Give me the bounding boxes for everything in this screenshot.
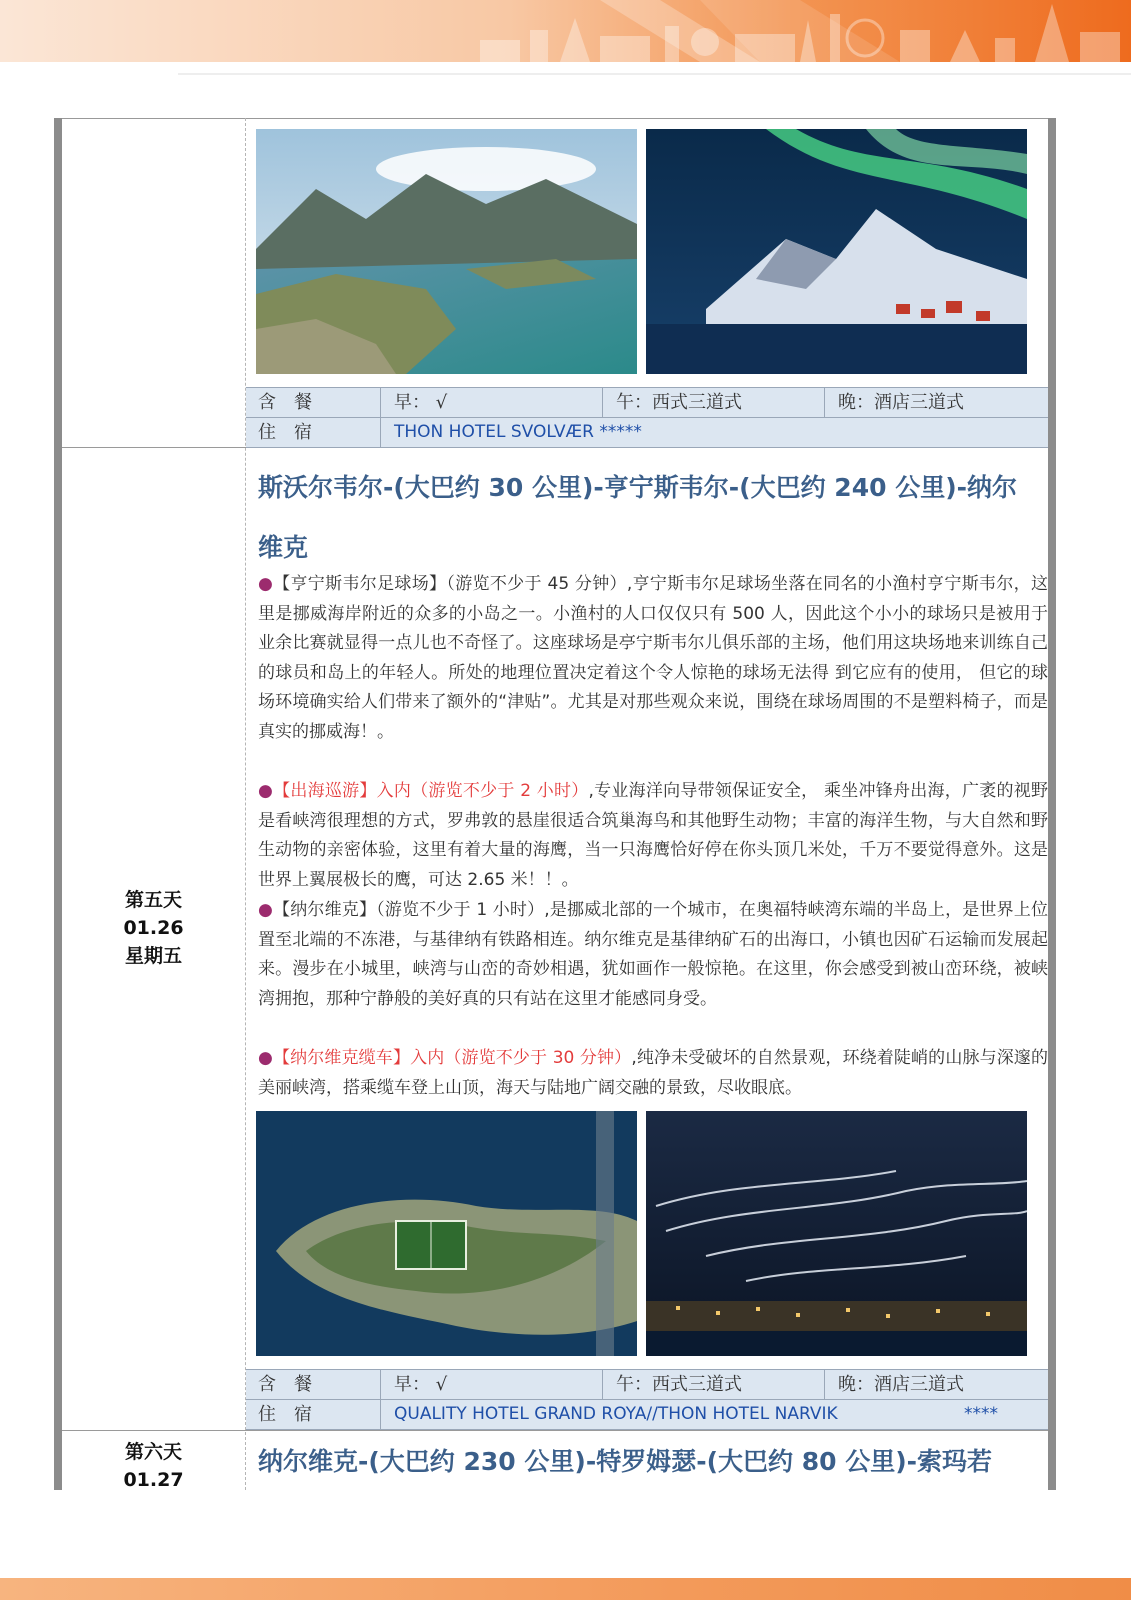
- cablecar-heading: 【纳尔维克缆车】入内（游览不少于 30 分钟）: [272, 1048, 632, 1068]
- lunch-value: 午：西式三道式: [616, 392, 742, 413]
- meal-info-block: [246, 1369, 1048, 1429]
- meal-row: [246, 387, 1048, 417]
- cruise-text: ,专业海洋向导带领保证安全， 乘坐冲锋舟出海，广袤的视野是看峡湾很理想的方式，罗弗敦的悬崖很适合筑巢海鸟和其他野生动物；丰富的海洋生物，与大自然和野生动物的亲密体验，这里有着大量的海鹰，当一只海鹰恰好停在你头顶几米处，千万不要觉得意外。这是世界上翼展极长的鹰，可达 2.65 米！！。: [258, 781, 1049, 890]
- stay-label: 住 宿: [258, 422, 312, 443]
- day5-date: 01.26: [123, 917, 184, 939]
- cablecar-text: ,纯净未受破坏的自然景观，环绕着陡峭的山脉与深邃的美丽峡湾，搭乘缆车登上山顶，海天与陆地广阔交融的景致，尽收眼底。: [258, 1048, 1049, 1098]
- day5-weekday: 星期五: [124, 945, 182, 967]
- day5-label: [62, 886, 245, 970]
- bullet-dot: ●: [258, 900, 274, 920]
- day5-paragraph-stadium: [258, 570, 1048, 747]
- day6-route-title: 纳尔维克-(大巴约 230 公里)-特罗姆瑟-(大巴约 80 公里)-索玛若: [258, 1447, 992, 1476]
- hotel-name: THON HOTEL SVOLVÆR *****: [394, 422, 642, 442]
- day5-day: 第五天: [124, 889, 182, 911]
- hotel-stars: ****: [964, 1404, 998, 1424]
- column-divider: [245, 118, 246, 1490]
- table-right-border: [1048, 118, 1056, 1490]
- hotel-row: [246, 417, 1048, 448]
- cell-separator: [824, 388, 825, 417]
- meal-row: [246, 1369, 1048, 1399]
- cell-separator: [602, 1370, 603, 1399]
- table-left-border: [54, 118, 62, 1490]
- dinner-value: 晚：酒店三道式: [838, 1374, 964, 1395]
- stadium-heading: 【亨宁斯韦尔足球场】（游览不少于 45 分钟）: [273, 574, 627, 594]
- bullet-dot: ●: [258, 1048, 273, 1068]
- meal-info-block: [246, 387, 1048, 447]
- breakfast-value: 早： √: [394, 392, 448, 413]
- day5-paragraph-cruise: [258, 777, 1048, 895]
- photo-narvik-night: [646, 1111, 1027, 1356]
- cell-separator: [602, 388, 603, 417]
- day5-paragraph-cablecar: [258, 1044, 1048, 1103]
- table-top-border: [54, 118, 1056, 119]
- narvik-text: ,是挪威北部的一个城市，在奥福特峡湾东端的半岛上，是世界上位置至北端的不冻港，与基律纳有铁路相连。纳尔维克是基律纳矿石的出海口，小镇也因矿石运输而发展起来。漫步在小城里，峡湾与山峦的奇妙相遇，犹如画作一般惊艳。在这里，你会感受到被山峦环绕，被峡湾拥抱，那种宁静般的美好真的只有站在这里才能感同身受。: [258, 900, 1049, 1009]
- meal-label: 含 餐: [258, 1374, 312, 1395]
- skyline-decoration: [0, 0, 1131, 62]
- day6-day: 第六天: [124, 1441, 182, 1463]
- footer-band: [0, 1578, 1131, 1600]
- breakfast-value: 早： √: [394, 1374, 448, 1395]
- cell-separator: [380, 1400, 381, 1429]
- hotel-row: [246, 1399, 1048, 1430]
- cell-separator: [380, 418, 381, 447]
- stadium-text: ,亨宁斯韦尔足球场坐落在同名的小渔村亨宁斯韦尔，这里是挪威海岸附近的众多的小岛之一。小渔村的人口仅仅只有 500 人，因此这个小小的球场只是被用于业余比赛就显得一点儿也不奇怪了。这座球场是亭宁斯韦尔儿俱乐部的主场，他们用这块场地来训练自己的球员和岛上的年轻人。所处的地理位置决定着这个令人惊艳的球场无法得 到它应有的使用， 但它的球场环境确实给人们带来了额外的“津贴”。尤其是对那些观众来说，围绕在球场周围的不是塑料椅子，而是真实的挪威海！。: [258, 574, 1048, 742]
- day5-route-title: 斯沃尔韦尔-(大巴约 30 公里)-亨宁斯韦尔-(大巴约 240 公里)-纳尔维克: [258, 473, 1017, 562]
- day5-paragraph-narvik: [258, 896, 1048, 1014]
- bullet-dot: ●: [258, 781, 274, 801]
- photo-lofoten-island: [256, 129, 637, 374]
- hotel-name: QUALITY HOTEL GRAND ROYA//THON HOTEL NARVIK: [394, 1404, 838, 1424]
- row-divider: [62, 1430, 1048, 1431]
- header-banner: [0, 0, 1131, 62]
- bullet-dot: ●: [258, 574, 274, 594]
- cell-separator: [824, 1370, 825, 1399]
- narvik-heading: 【纳尔维克】（游览不少于 1 小时）: [273, 900, 545, 920]
- photo-northern-lights: [646, 129, 1027, 374]
- lunch-value: 午：西式三道式: [616, 1374, 742, 1395]
- stay-label: 住 宿: [258, 1404, 312, 1425]
- day6-label: [62, 1438, 245, 1494]
- meal-label: 含 餐: [258, 392, 312, 413]
- day6-date: 01.27: [123, 1469, 184, 1491]
- cruise-heading: 【出海巡游】入内（游览不少于 2 小时）: [273, 781, 589, 801]
- dinner-value: 晚：酒店三道式: [838, 392, 964, 413]
- cell-separator: [380, 1370, 381, 1399]
- photo-henningsvaer-stadium: [256, 1111, 637, 1356]
- cell-separator: [380, 388, 381, 417]
- header-rule: [178, 73, 1131, 75]
